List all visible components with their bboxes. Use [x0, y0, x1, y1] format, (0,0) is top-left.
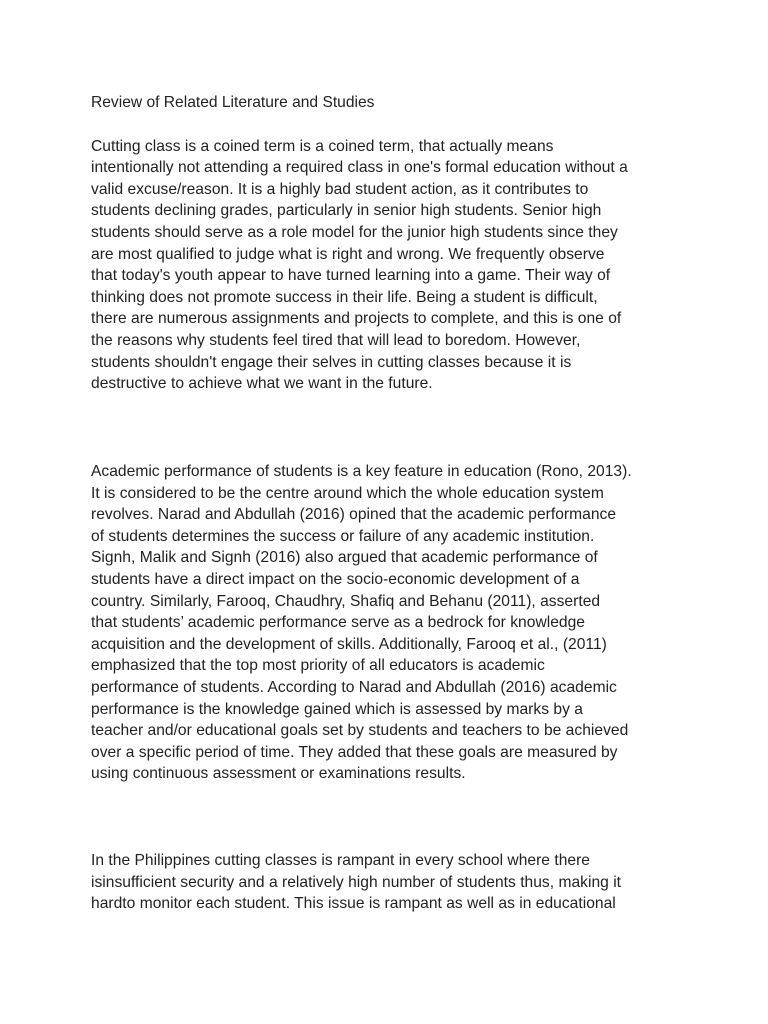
text-line: intentionally not attending a required class in one's formal education without a	[91, 159, 628, 177]
text-line: performance of students. According to Narad and Abdullah (2016) academic	[91, 678, 617, 696]
text-line: hardto monitor each student. This issue is rampant as well as in educational	[91, 895, 616, 913]
text-line: are most qualified to judge what is right and wrong. We frequently observe	[91, 245, 605, 263]
paragraph-philippines	[91, 850, 621, 915]
text-line: that today's youth appear to have turned learning into a game. Their way of	[91, 267, 611, 285]
text-line: there are numerous assignments and projects to complete, and this is one of	[91, 310, 622, 328]
text-line: teacher and/or educational goals set by students and teachers to be achieved	[91, 722, 629, 740]
text-line: In the Philippines cutting classes is rampant in every school where there	[91, 852, 590, 869]
text-line: acquisition and the development of skills. Additionally, Farooq et al., (2011)	[91, 635, 607, 653]
text-line: valid excuse/reason. It is a highly bad student action, as it contributes to	[91, 180, 589, 198]
text-line: Signh, Malik and Signh (2016) also argued that academic performance of	[91, 549, 598, 567]
text-line: students shouldn't engage their selves in cutting classes because it is	[91, 353, 572, 371]
text-line: performance is the knowledge gained which is assessed by marks by a	[91, 700, 583, 718]
text-line: revolves. Narad and Abdullah (2016) opined that the academic performance	[91, 506, 617, 524]
text-line: thinking does not promote success in their life. Being a student is difficult,	[91, 288, 598, 306]
text-line: using continuous assessment or examinations results.	[91, 765, 466, 783]
paragraph-academic-performance	[91, 461, 632, 785]
text-line: of students determines the success or failure of any academic institution.	[91, 527, 595, 545]
text-line: It is considered to be the centre around which the whole education system	[91, 484, 604, 502]
text-line: students have a direct impact on the socio-economic development of a	[91, 570, 580, 588]
text-line: country. Similarly, Farooq, Chaudhry, Shafiq and Behanu (2011), asserted	[91, 592, 601, 610]
text-line: Cutting class is a coined term is a coined term, that actually means	[91, 137, 554, 155]
text-line: emphasized that the top most priority of all educators is academic	[91, 657, 545, 675]
document-heading: Review of Related Literature and Studies	[91, 94, 375, 111]
text-line: the reasons why students feel tired that will lead to boredom. However,	[91, 331, 581, 349]
text-line: isinsufficient security and a relatively high number of students thus, making it	[91, 873, 622, 891]
document-page	[91, 92, 701, 913]
text-line: over a specific period of time. They added that these goals are measured by	[91, 743, 618, 761]
text-line: that students’ academic performance serve as a bedrock for knowledge	[91, 614, 585, 632]
text-line: students declining grades, particularly in senior high students. Senior high	[91, 202, 602, 220]
text-line: destructive to achieve what we want in the future.	[91, 375, 433, 393]
text-line: students should serve as a role model for the junior high students since they	[91, 223, 618, 241]
paragraph-cutting-class	[91, 136, 701, 395]
text-line: Academic performance of students is a key feature in education (Rono, 2013).	[91, 463, 632, 480]
